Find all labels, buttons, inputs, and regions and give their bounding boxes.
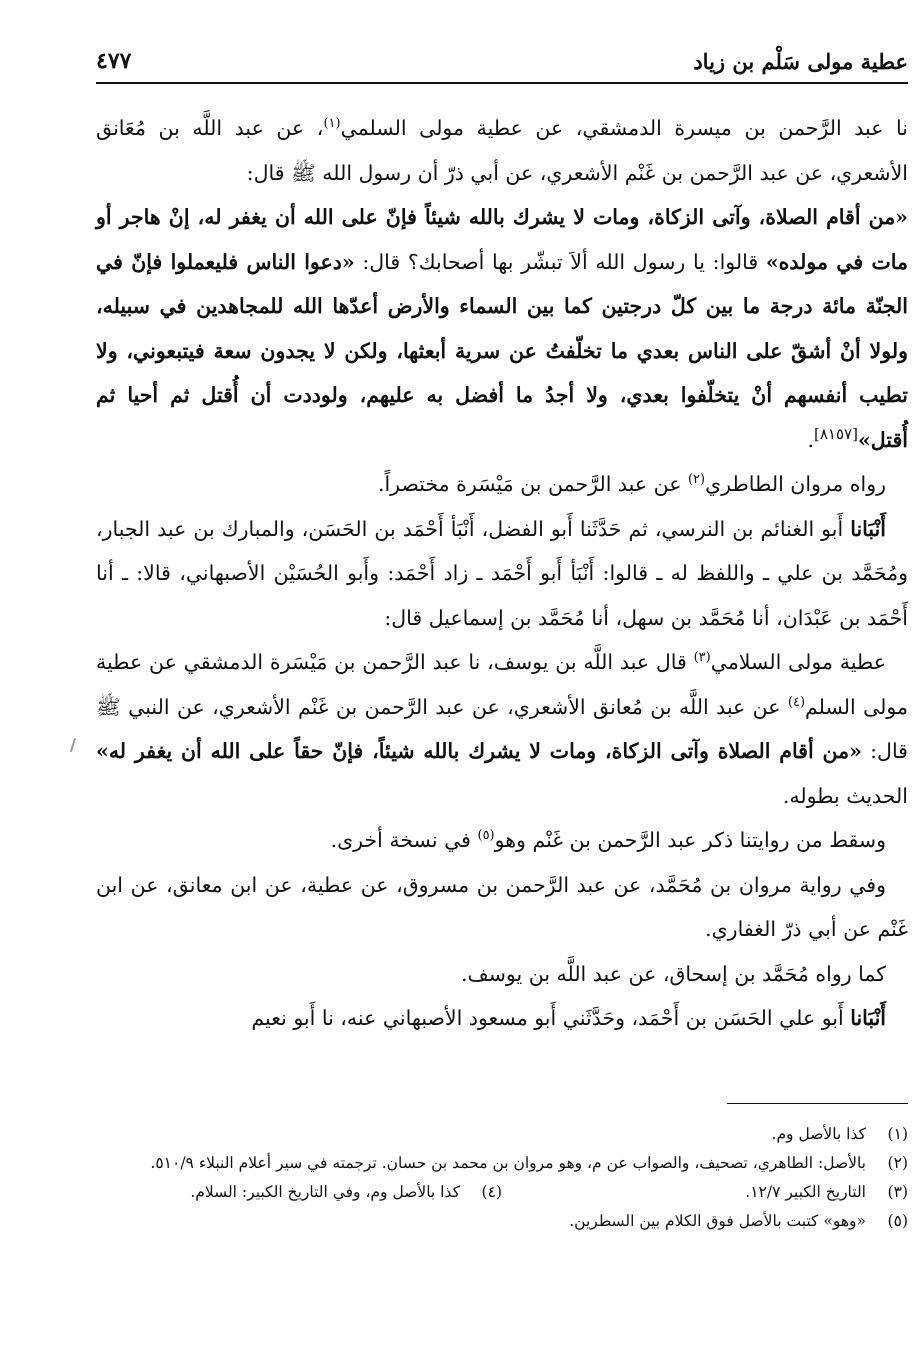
paragraph-isnad-1	[96, 106, 908, 195]
page-number: ٤٧٧	[96, 48, 132, 74]
footnotes	[96, 1120, 908, 1236]
footnote-2	[96, 1149, 908, 1178]
footnote-1	[96, 1120, 908, 1149]
footnote-ref-5[interactable]: (٥)	[477, 828, 495, 844]
footnote-number: (٣)	[887, 1183, 908, 1201]
text-run: في نسخة أخرى.	[330, 828, 478, 852]
footnote-text: التاريخ الكبير ١٢/٧.	[745, 1183, 866, 1201]
book-page	[96, 40, 909, 1230]
footnote-text: كذا بالأصل وم.	[771, 1125, 866, 1143]
footnote-text: «وهو» كتبت بالأصل فوق الكلام بين السطرين.	[569, 1212, 866, 1230]
text-run: قالوا: يا رسول الله ألاَ تبشّر بها أصحابك؟ قال:	[354, 249, 766, 274]
text-run: أَبو علي الحَسَن بن أَحْمَد، وحَدَّثَني أَبو مسعود الأصبهاني عنه، نا أَبو نعيم	[251, 1006, 851, 1030]
footnote-number: (٤)	[481, 1183, 502, 1201]
footnote-ref-2[interactable]: (٢)	[687, 472, 706, 488]
paragraph-isnad-2	[96, 507, 908, 641]
paragraph-note	[96, 818, 908, 863]
text-run: رواه مروان الطاطري	[705, 472, 886, 496]
text-run: الحديث بطوله.	[782, 783, 908, 808]
text-run: عن عبد اللَّه بن مُعانق الأشعري، عن عبد الرَّحمن بن غَنْم الأشعري، عن النبي ﷺ قال:	[96, 694, 908, 763]
footnote-ref-3[interactable]: (٣)	[693, 650, 711, 666]
text-run: نا عبد الرَّحمن بن ميسرة الدمشقي، عن عطية مولى السلمي	[340, 116, 908, 140]
paragraph-isnad-4	[96, 996, 908, 1041]
paragraph-riwaya-3: كما رواه مُحَمَّد بن إسحاق، عن عبد اللَّه بن يوسف.	[460, 961, 886, 986]
isnad-keyword: أَنْبَانا	[850, 516, 886, 541]
text-run: قال عبد اللَّه بن يوسف، نا عبد الرَّحمن بن مَيْسَرة الدمشقي عن عطية مولى السلم	[96, 650, 908, 719]
footnote-5	[96, 1207, 908, 1236]
paragraph-hadith: «من أقام الصلاة، وآتى الزكاة، ومات لا يشرك بالله شيئاً فإنّ على الله أن يغفر له، إنْ هاجر أو مات في مولده» قالوا: يا رسول الله ألاَ تبشّر بها أصحابك؟ قال: «دعوا الناس فليعملوا فإنّ في الجنّة مائة درجة ما بين كلّ درجتين كما بين السماء والأرض أعدّها الله للمجاهدين في سبيله، ولولا أنْ أشقّ على الناس بعدي ما تخلّفتُ عن سرية أبعثها، ولكن لا يجدون سعة فيتبعوني، ولا تطيب أنفسهم أنْ يتخلّفوا بعدي، ولا أجدُ ما أفضل به عليهم، ولوددت أن أُقتل ثم أحيا ثم أُقتل»[٨١٥٧].	[96, 205, 909, 452]
footnote-text: بالأصل: الطاهري، تصحيف، والصواب عن م، وهو مروان بن محمد بن حسان. ترجمته في سير أعلام النبلاء ٥١٠/٩.	[150, 1154, 866, 1172]
footnote-4	[96, 1178, 502, 1207]
hadith-text: «من أقام الصلاة، وآتى الزكاة، ومات لا يشرك بالله شيئاً فإنّ على الله أن يغفر له، إنْ هاجر أو مات في مولده»	[96, 205, 909, 274]
paragraph-riwaya	[96, 462, 908, 507]
footnote-ref-1[interactable]: (١)	[323, 116, 341, 132]
footnote-3	[502, 1178, 908, 1207]
footnote-row-3-4	[96, 1178, 908, 1207]
paragraph-riwaya-2: وفي رواية مروان بن مُحَمَّد، عن عبد الرَّحمن بن مسروق، عن عطية، عن ابن معانق، عن ابن غَنْم عن أبي ذرّ الغفاري.	[96, 872, 908, 941]
text-run: أَبو الغنائم بن النرسي، ثم حَدَّثَنا أَبو الفضل، أَنْبَأ أَحْمَد بن الحَسَن، والمبارك بن عبد الجبار، ومُحَمَّد بن علي ـ واللفظ له ـ قالوا: أَنْبَأ أَبو أَحْمَد ـ زاد أَحْمَد: وأَبو الحُسَيْن الأصبهاني، قالا: ـ أنا أَحْمَد بن عَبْدَان، أنا مُحَمَّد بن سهل، أنا مُحَمَّد بن إسماعيل قال:	[96, 516, 908, 630]
footnote-ref-4[interactable]: (٤)	[787, 694, 806, 710]
main-text	[96, 106, 908, 1041]
running-title: عطية مولى سَلْم بن زياد	[693, 49, 908, 74]
hadith-text-continued: «دعوا الناس فليعملوا فإنّ في الجنّة مائة درجة ما بين كلّ درجتين كما بين السماء والأرض أعدّها الله للمجاهدين في سبيله، ولولا أنْ أشقّ على الناس بعدي ما تخلّفتُ عن سرية أبعثها، ولكن لا يجدون سعة فيتبعوني، ولا تطيب أنفسهم أنْ يتخلّفوا بعدي، ولا أجدُ ما أفضل به عليهم، ولوددت أن أُقتل ثم أحيا ثم أُقتل»	[96, 249, 908, 452]
footnote-text: كذا بالأصل وم، وفي التاريخ الكبير: السلام.	[190, 1183, 460, 1201]
hadith-text: «من أقام الصلاة وآتى الزكاة، ومات لا يشرك بالله شيئاً، فإنّ حقاً على الله أن يغفر له»	[96, 739, 862, 763]
footnote-number: (٢)	[887, 1154, 908, 1172]
scan-mark	[70, 738, 76, 752]
text-run: عطية مولى السلامي	[710, 650, 886, 674]
hadith-number: [٨١٥٧]	[814, 424, 858, 443]
page-header	[96, 40, 908, 84]
footnote-number: (٥)	[887, 1212, 908, 1230]
isnad-keyword: أَنْبَانا	[850, 1006, 886, 1030]
footnote-number: (١)	[887, 1125, 908, 1143]
text-run: عن عبد الرَّحمن بن مَيْسَرة مختصراً.	[377, 472, 688, 496]
paragraph-isnad-3	[96, 640, 908, 818]
text-run: ، عن عبد اللَّه بن مُعَانق الأشعري، عن عبد الرَّحمن بن غَنْم الأشعري، عن أبي ذرّ أن رسول الله ﷺ قال:	[96, 116, 908, 185]
footnote-divider	[727, 1103, 908, 1104]
text-run: وسقط من روايتنا ذكر عبد الرَّحمن بن غَنْم وهو	[494, 828, 886, 852]
